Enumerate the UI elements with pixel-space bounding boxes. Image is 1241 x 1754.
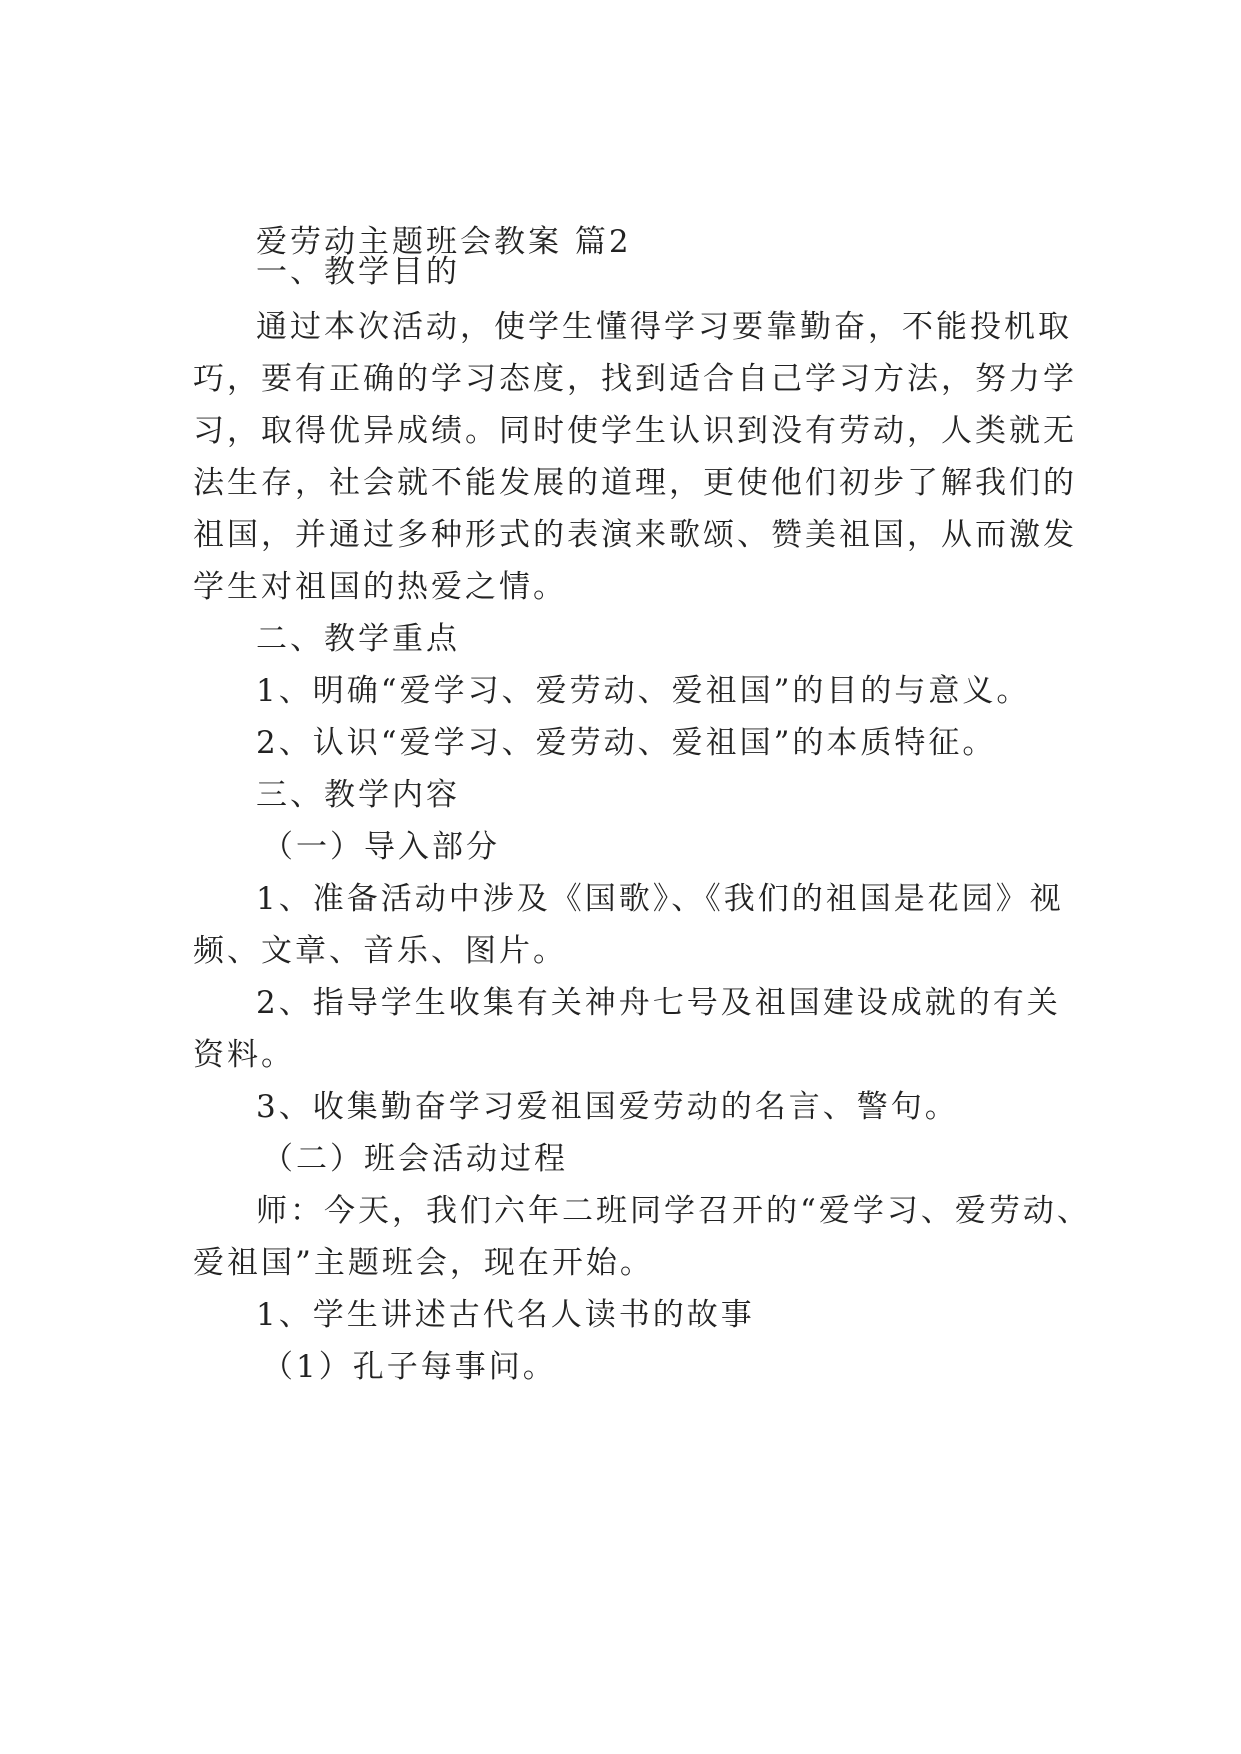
section-heading: 二、教学重点 [256, 621, 460, 657]
paragraph-line: 法生存，社会就不能发展的道理，更使他们初步了解我们的 [193, 465, 1077, 501]
paragraph-line: 习，取得优异成绩。同时使学生认识到没有劳动，人类就无 [193, 413, 1077, 449]
document-title: 爱劳动主题班会教案 篇2 [256, 224, 632, 260]
list-item: 3、收集勤奋学习爱祖国爱劳动的名言、警句。 [256, 1089, 959, 1125]
paragraph-line: 学生对祖国的热爱之情。 [193, 569, 567, 605]
list-item: 1、学生讲述古代名人读书的故事 [256, 1297, 755, 1333]
paragraph-line: 师：今天，我们六年二班同学召开的“爱学习、爱劳动、 [256, 1193, 1091, 1229]
paragraph-line: 通过本次活动，使学生懂得学习要靠勤奋，不能投机取 [256, 309, 1072, 345]
paragraph-line: 资料。 [193, 1037, 295, 1073]
subsection-heading: （二）班会活动过程 [262, 1141, 568, 1177]
list-item: 1、明确“爱学习、爱劳动、爱祖国”的目的与意义。 [256, 673, 1031, 709]
list-item: 2、认识“爱学习、爱劳动、爱祖国”的本质特征。 [256, 725, 997, 761]
list-item: 2、指导学生收集有关神舟七号及祖国建设成就的有关 [256, 985, 1061, 1021]
paragraph-line: 祖国，并通过多种形式的表演来歌颂、赞美祖国，从而激发 [193, 517, 1077, 553]
list-item: 1、准备活动中涉及《国歌》、《我们的祖国是花园》视 [256, 881, 1064, 917]
section-heading: 三、教学内容 [256, 777, 460, 813]
subsection-heading: （一）导入部分 [262, 829, 500, 865]
section-heading: 一、教学目的 [256, 254, 460, 290]
list-item: （1）孔子每事问。 [262, 1349, 557, 1385]
paragraph-line: 爱祖国”主题班会，现在开始。 [193, 1245, 654, 1281]
paragraph-line: 巧，要有正确的学习态度，找到适合自己学习方法，努力学 [193, 361, 1077, 397]
paragraph-line: 频、文章、音乐、图片。 [193, 933, 567, 969]
